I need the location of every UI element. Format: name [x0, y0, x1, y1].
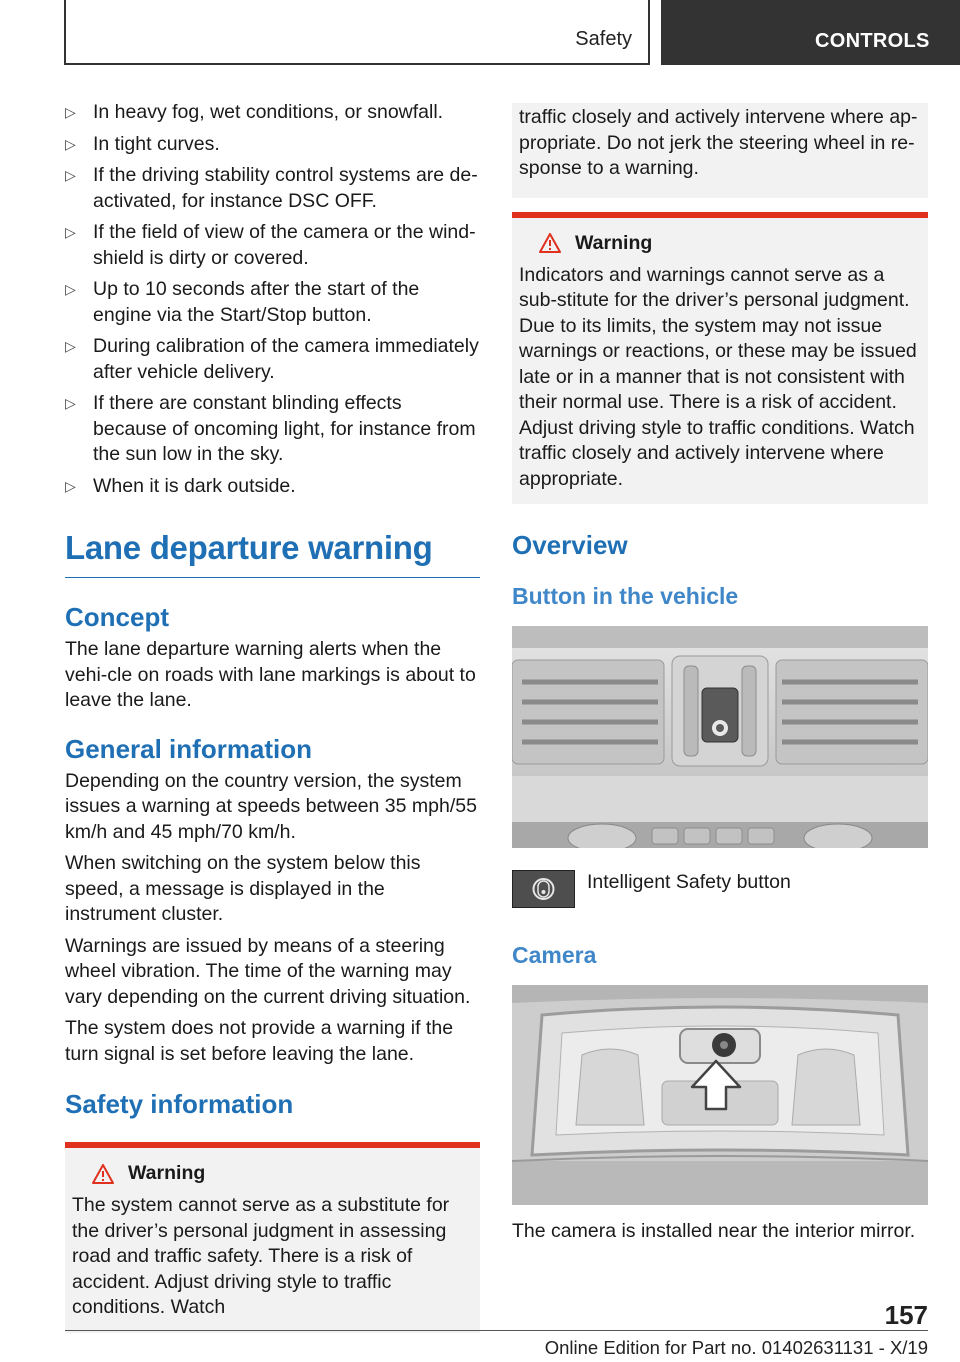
- right-column: [512, 103, 928, 1245]
- left-column: [65, 100, 480, 1333]
- camera-caption: The camera is installed near the interior mirror.: [512, 1220, 916, 1242]
- general-info-p3: Warnings are issued by means of a steering wheel vibration. The time of the warning may vary depending on the current driving situation.: [65, 934, 471, 1008]
- general-info-p4: The system does not provide a warning if the turn signal is set before leaving the lane.: [65, 1017, 454, 1065]
- triangle-bullet-icon: ▷: [65, 477, 76, 494]
- limitations-list: [65, 100, 480, 499]
- list-item: ▷ If there are constant blinding effects because of oncoming light, for instance from the sun low in the sky.: [65, 392, 476, 465]
- page-title: Lane departure warning: [65, 529, 480, 578]
- list-item: ▷ If the driving stability control systems are de-activated, for instance DSC OFF.: [65, 164, 478, 212]
- footer-divider: [65, 1330, 928, 1331]
- camera-heading: Camera: [512, 942, 597, 968]
- dashboard-vents-image: [512, 626, 928, 848]
- general-info-p1: Depending on the country version, the system issues a warning at speeds between 35 mph/55 km/h and 45 mph/70 km/h.: [65, 769, 477, 843]
- list-item: ▷ When it is dark outside.: [65, 474, 480, 500]
- triangle-bullet-icon: ▷: [65, 281, 76, 297]
- button-photo: [512, 626, 928, 848]
- warning-continued-text: traffic closely and actively intervene where ap-propriate. Do not jerk the steering wheel in re-sponse to a warning.: [512, 103, 928, 198]
- triangle-bullet-icon: ▷: [65, 224, 76, 240]
- intelligent-safety-button-icon: [512, 870, 575, 908]
- button-heading: Button in the vehicle: [512, 583, 739, 609]
- warning-title: Warning: [72, 1162, 472, 1185]
- footer-edition: Online Edition for Part no. 01402631131 - X/19: [544, 1337, 928, 1358]
- warning-title: Warning: [519, 232, 920, 255]
- button-caption: Intelligent Safety button: [587, 871, 791, 893]
- general-info-p2: When switching on the system below this speed, a message is displayed in the instrument cluster.: [65, 852, 421, 925]
- warning-box: [512, 212, 928, 505]
- warning-text: Indicators and warnings cannot serve as a sub-stitute for the driver’s personal judgment. Due to its limits, the system may not issue warnings or reactions, or these may be issued late or in a manner that is not consistent with their normal use. There is a risk of accident. Adjust driving style to traffic conditions. Watch traffic closely and actively intervene where appropriate.: [519, 263, 917, 490]
- list-item: ▷ If the field of view of the camera or the wind-shield is dirty or covered.: [65, 221, 476, 269]
- concept-text: The lane departure warning alerts when the vehi-cle on roads with lane markings is about to leave the lane.: [65, 638, 476, 711]
- triangle-bullet-icon: ▷: [65, 395, 76, 411]
- header-section-label: Safety: [575, 28, 632, 50]
- warning-triangle-icon: [539, 233, 561, 253]
- warning-triangle-icon: [92, 1164, 114, 1184]
- header-tab[interactable]: [661, 0, 960, 65]
- list-item: ▷ In tight curves.: [65, 132, 480, 158]
- triangle-bullet-icon: ▷: [65, 104, 76, 120]
- list-item: ▷ Up to 10 seconds after the start of the engine via the Start/Stop button.: [65, 278, 420, 326]
- warning-box: [65, 1142, 480, 1333]
- header-box: [64, 0, 650, 65]
- overview-heading: Overview: [512, 530, 628, 560]
- triangle-bullet-icon: ▷: [65, 167, 76, 183]
- header-tab-label: CONTROLS: [815, 30, 930, 52]
- warning-text: The system cannot serve as a substitute for the driver’s personal judgment in assessing road and traffic safety. There is a risk of accident. Adjust driving style to traffic conditions. Watch: [72, 1194, 450, 1318]
- button-caption-row: [512, 870, 928, 908]
- safety-info-heading: Safety information: [65, 1089, 294, 1119]
- triangle-bullet-icon: ▷: [65, 338, 76, 354]
- triangle-bullet-icon: ▷: [65, 135, 76, 152]
- concept-heading: Concept: [65, 602, 169, 632]
- list-item: ▷ In heavy fog, wet conditions, or snowfall.: [65, 100, 480, 126]
- page-number: 157: [884, 1300, 928, 1330]
- general-info-heading: General information: [65, 733, 313, 764]
- windshield-camera-image: [512, 985, 928, 1205]
- camera-photo: [512, 985, 928, 1205]
- list-item: ▷ During calibration of the camera immediately after vehicle delivery.: [65, 335, 479, 383]
